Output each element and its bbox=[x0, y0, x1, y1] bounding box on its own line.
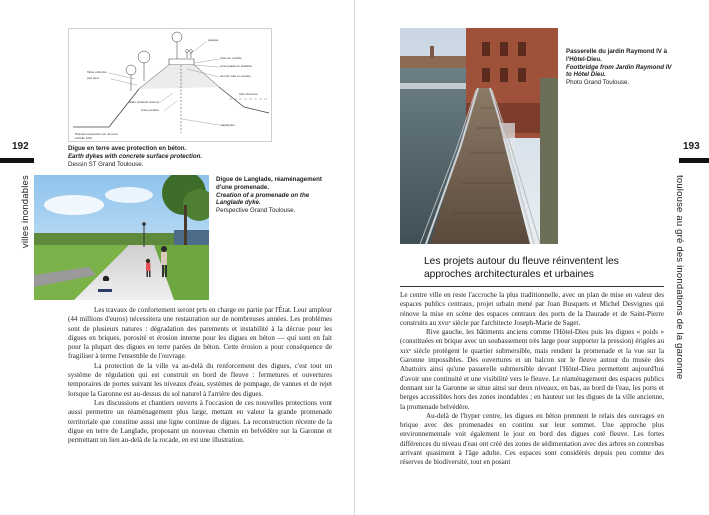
caption-footbridge-title: Passerelle du jardin Raymond IV à l'Hôtel-Dieu. bbox=[566, 48, 668, 63]
right-body-text bbox=[400, 291, 664, 468]
gutter-fold bbox=[354, 0, 355, 515]
label-fosse: fosse perfore bbox=[141, 108, 160, 112]
right-paragraph: Le centre ville en reste l'accroche la plus traditionnelle, avec un plan de mise en valeur des espaces publics centraux, projet urbain mené par Joan Busquets et Michel Desvignes qui rénove la mise en scène des espaces centraux des ports de la Daurade et de Saint-Pierre construits au xvııᵉ siècle par l'architecte Joseph-Marie de Saget. bbox=[400, 291, 664, 327]
right-paragraph: Au-delà de l'hyper centre, les digues en béton prennent le relais des ouvrages en brique avec des promenades en continu sur leur sommet. Une approche plus environnementale voit également le jour en bord des digues coté fleuve. Les fortes différences du niveau d'eau ont créé des zones de sédimentation avec des arbres en contrebas arrivant quasiment à l'âge adulte. Ces espaces sont considérés depuis peu comme des réserves de biodiversité, tout en posant bbox=[400, 411, 664, 467]
caption-promenade bbox=[216, 176, 334, 215]
page-marker-bar-right bbox=[679, 158, 709, 163]
page-number-left: 192 bbox=[12, 141, 29, 152]
label-garonne: côté Garonne bbox=[239, 92, 258, 96]
footbridge-photo bbox=[400, 28, 558, 244]
caption-footbridge bbox=[566, 48, 676, 87]
label-passant: Passant souterrain rue de Cour bbox=[75, 132, 118, 136]
dyke-section-drawing bbox=[69, 29, 272, 142]
label-palplanche: palplanche bbox=[220, 123, 235, 127]
label-echelle: échelle 1/50 bbox=[75, 136, 92, 140]
running-title-left: villes inondables bbox=[20, 175, 31, 249]
left-paragraph: La protection de la ville va au-delà du renforcement des digues, c'est tout un système de régulation qui est construit en bord de fleuve : fermetures et ouvertures temporaires de portes suivant les niveaux d'eau, systèmes de pompage, de vannes et de rejet lorsque la Garonne est au-dessus du sol naturel à l'arrière des digues. bbox=[68, 361, 332, 398]
page-number-right: 193 bbox=[683, 141, 700, 152]
label-haut: pas pied bbox=[87, 76, 99, 80]
caption-footbridge-credit: Photo Grand Toulouse. bbox=[566, 79, 630, 87]
caption-diagram-title: Digue en terre avec protection en béton. bbox=[68, 145, 187, 152]
section-heading: Les projets autour du fleuve réinventent les approches architecturales et urbaines bbox=[424, 256, 619, 280]
caption-diagram bbox=[68, 145, 268, 168]
label-promenade: promenade en stabilisé bbox=[220, 64, 252, 68]
right-paragraph: Rive gauche, les bâtiments anciens comme l'Hôtel-Dieu puis les digues « poids » (constituées en brique avec un soubassement très large pour supporter la pression) érigées au xıxᵉ siècle protègent le quartier submersible, mais rendent la promenade et la vue sur la Garonne impossibles. Des ouvertures et un balcon sur le fleuve autour du musée des Abattoirs ainsi qu'une passerelle submersible devant l'Hôtel-Dieu permettent aujourd'hui d'avoir une continuité et une visibilité vers le fleuve. Le réaménagement des espaces publics donnant sur la Garonne se situe ainsi sur deux niveaux, en bas, au bord de l'eau, les ports et berges accessibles hors des zones inondables ; en hauteur sur les digues de la ville ancienne, la promenade belvédère. bbox=[400, 328, 664, 411]
label-talus: Talus enherbé bbox=[87, 70, 107, 74]
running-title-right: toulouse au gré des inondations de la garonne bbox=[674, 175, 685, 380]
caption-diagram-credit: Dessin ST Grand Toulouse. bbox=[68, 160, 144, 168]
caption-footbridge-english: Footbridge from Jardin Raymond IV to Hôtel Dieu. bbox=[566, 63, 672, 79]
promenade-perspective-image bbox=[34, 175, 209, 300]
promenade-illustration bbox=[34, 175, 209, 300]
heading-rule bbox=[400, 286, 664, 287]
label-piste: piste de cycliste bbox=[220, 56, 242, 60]
dyke-section-diagram bbox=[68, 28, 272, 142]
left-paragraph: Les discussions et chantiers ouverts à l'occasion de ces nouvelles protections vont aussi permettre un réaménagement plus large, mettant en valeur la grande promenade territoriale que constitue aussi une ligne continue de digues. La reconstruction récente de la digue en terre de Langlade, proposant un nouveau chemin en belvédère sur la Garonne et permettant un lien au-delà de la rocade, en est une illustration. bbox=[68, 398, 332, 445]
caption-promenade-title: Digue de Langlade, réaménagement d'une promenade. bbox=[216, 176, 322, 191]
label-chemin: chemin trait en section bbox=[220, 74, 251, 78]
caption-diagram-english: Earth dykes with concrete surface protection. bbox=[68, 152, 203, 160]
label-parapet: parapet bbox=[208, 38, 219, 42]
page-marker-bar-left bbox=[0, 158, 34, 163]
left-body-text bbox=[68, 306, 332, 445]
caption-promenade-credit: Perspective Grand Toulouse. bbox=[216, 207, 296, 215]
left-paragraph: Les travaux de confortement seront prts en charge en partie par l'État. Leur ampleur (44 millions d'euros) nécessitera une restauration sur de nombreuses années. Les problèmes sont de plusieurs natures : dégradation des parements et instabilité à la décrue pour les digues en briques, porosité et érosion interne pour les digues en béton — qui sont en fait pour la plupart des digues en terre parées de béton. Cette érosion a pour conséquence de fragiliser à terme l'ensemble de l'ouvrage. bbox=[68, 306, 332, 361]
footbridge-illustration bbox=[400, 28, 558, 244]
label-drain: drain (collecté amont) bbox=[129, 100, 159, 104]
caption-promenade-english: Creation of a promenade on the Langlade dyke. bbox=[216, 191, 310, 207]
